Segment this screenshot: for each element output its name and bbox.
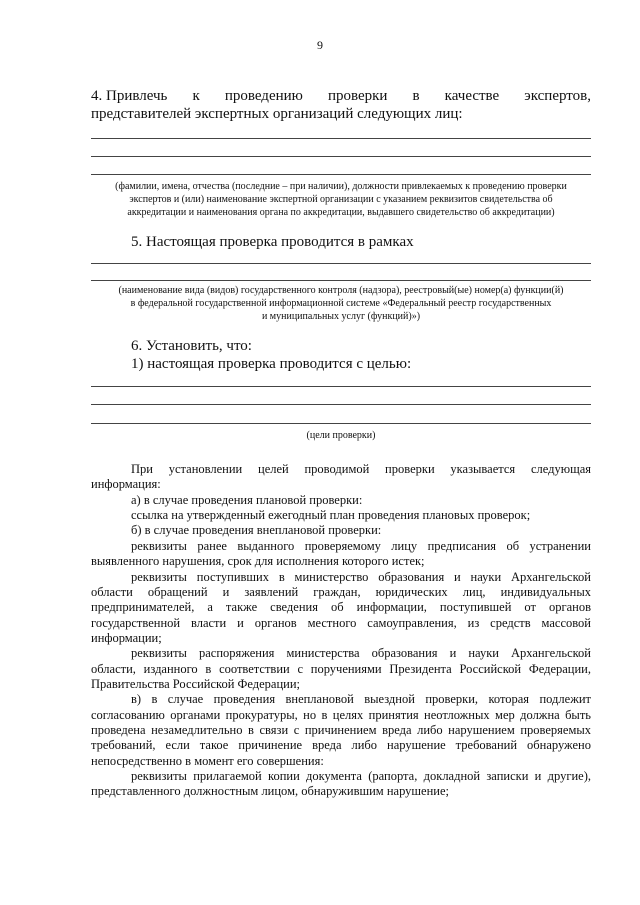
body-line: непосредственно в момент его совершения:: [91, 753, 324, 768]
fill-line: [91, 263, 591, 264]
caption-line: экспертов и (или) наименование экспертной организации с указанием реквизитов свидетельства об: [129, 194, 553, 205]
section4-word: проверки: [327, 88, 388, 104]
caption-line: аккредитации и наименования органа по аккредитации, выдавшего свидетельство об аккредитации): [127, 207, 555, 218]
body-line: реквизиты поступивших в министерство образования и науки Архангельской: [131, 569, 591, 584]
body-line: ссылка на утвержденный ежегодный план проведения плановых проверок;: [131, 508, 531, 523]
body-line: области обращений и заявлений граждан, юридических лиц, индивидуальных: [91, 584, 591, 599]
fill-line: [91, 386, 591, 387]
caption-line: в федеральной государственной информационной системе «Федеральный реестр государственных: [130, 298, 552, 309]
body-line: области, изданного в соответствии с поручениями Президента Российской Федерации,: [91, 661, 591, 676]
body-line: При установлении целей проводимой проверки указывается следующая: [131, 462, 591, 476]
body-line: б) в случае проведения внеплановой проверки:: [131, 523, 382, 538]
fill-line: [91, 156, 591, 157]
fill-line: [91, 174, 591, 175]
body-line: представленного должностным лицом, обнаружившим нарушение;: [91, 784, 449, 799]
fill-line: [91, 423, 591, 424]
section4-word: 4. Привлечь: [91, 88, 168, 104]
body-line: информация:: [91, 477, 161, 492]
body-line: Правительства Российской Федерации;: [91, 676, 301, 691]
fill-line: [91, 138, 591, 139]
caption-line: и муниципальных услуг (функций)»): [261, 311, 421, 322]
body-line: реквизиты распоряжения министерства образования и науки Архангельской: [131, 646, 591, 661]
section4-line2: представителей экспертных организаций следующих лиц:: [91, 106, 463, 122]
section4-word: качестве: [444, 88, 500, 104]
body-line: проведена незамедлительно в связи с причинением вреда либо нарушением проверяемых: [91, 723, 591, 737]
fill-line: [91, 280, 591, 281]
page-number: 9: [317, 38, 323, 52]
section6-heading: 6. Установить, что:: [131, 338, 252, 354]
body-line: предпринимателей, а также сведения об информации, поступившей от органов: [91, 600, 591, 615]
body-line: а) в случае проведения плановой проверки:: [131, 492, 363, 507]
section5-heading: 5. Настоящая проверка проводится в рамках: [131, 234, 414, 250]
section6-caption: (цели проверки): [306, 430, 376, 441]
section4-word: проведению: [224, 88, 303, 104]
body-line: в) в случае проведения внеплановой выездной проверки, которая подлежит: [131, 692, 591, 707]
body-line: выявленного нарушения, срок для исполнения которого истек;: [91, 554, 425, 569]
body-line: государственной власти и органов местного самоуправления, из средств массовой: [91, 615, 591, 630]
section6-purpose-line: 1) настоящая проверка проводится с целью:: [131, 356, 412, 372]
caption-line: (наименование вида (видов) государственного контроля (надзора), реестровый(ые) номер(а) функции(й): [118, 285, 564, 296]
caption-line: (фамилии, имена, отчества (последние – при наличии), должности привлекаемых к проведению проверки: [115, 181, 567, 192]
section5-caption: [91, 284, 591, 323]
body-line: реквизиты ранее выданного проверяемому лицу предписания об устранении: [131, 538, 591, 553]
body-line: реквизиты прилагаемой копии документа (рапорта, докладной записки и другие),: [131, 769, 591, 783]
section4-heading-line: [91, 88, 591, 105]
section4-caption: [91, 180, 591, 219]
body-line: информации;: [91, 630, 162, 645]
section4-word: экспертов,: [524, 88, 591, 104]
body-line: согласованию органами прокуратуры, но в целях принятия неотложных мер должна быть: [91, 707, 591, 722]
section4-word: в: [412, 88, 420, 104]
section4-word: к: [192, 88, 200, 104]
body-line: требований, если такое причинение вреда либо нарушение требований обнаружено: [91, 738, 591, 753]
fill-line: [91, 404, 591, 405]
